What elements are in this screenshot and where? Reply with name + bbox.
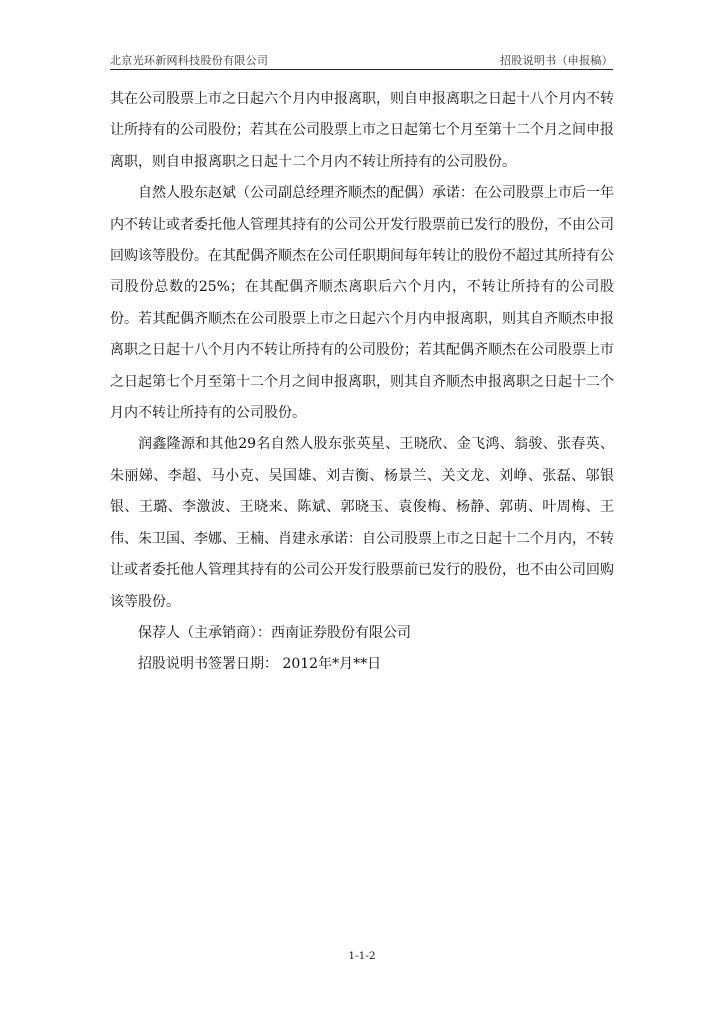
page-header [110,52,613,68]
page-number: 1-1-2 [348,950,376,962]
header-document-type: 招股说明书（申报稿） [500,54,613,67]
header-company-name: 北京光环新网科技股份有限公司 [110,54,269,67]
paragraph-lockup-continuation: 其在公司股票上市之日起六个月内申报离职，则自申报离职之日起十八个月内不转让所持有的公司股份；若其在公司股票上市之日起第七个月至第十二个月之间申报离职，则自申报离职之日起十二个月内不转让所持有的公司股份。 [110,91,614,170]
page-footer [0,950,724,962]
paragraph-zhaobin-commitment: 自然人股东赵斌（公司副总经理齐顺杰的配偶）承诺：在公司股票上市后一年内不转让或者委托他人管理其持有的公司公开发行股票前已发行的股份，不由公司回购该等股份。在其配偶齐顺杰在公司任职期间每年转让的股份不超过其所持有公司股份总数的25%；在其配偶齐顺杰离职后六个月内，不转让所持有的公司股份。若其配偶齐顺杰在公司股票上市之日起六个月内申报离职，则其自齐顺杰申报离职之日起十八个月内不转让所持有的公司股份；若其配偶齐顺杰在公司股票上市之日起第七个月至第十二个月之间申报离职，则其自齐顺杰申报离职之日起十二个月内不转让所持有的公司股份。 [110,185,614,422]
paragraph-shareholders-commitment: 润鑫隆源和其他29名自然人股东张英星、王晓欣、金飞鸿、翁骏、张春英、朱丽娣、李超、马小克、吴国雄、刘吉衡、杨景兰、关文龙、刘峥、张磊、邬银银、王璐、李激波、王晓来、陈斌、郭晓玉、袁俊梅、杨静、郭萌、叶周梅、王伟、朱卫国、李娜、王楠、肖建永承诺：自公司股票上市之日起十二个月内，不转让或者委托他人管理其持有的公司公开发行股票前已发行的股份，也不由公司回购该等股份。 [110,436,614,610]
signing-date-line: 招股说明书签署日期： 2012年*月**日 [138,656,382,673]
sponsor-line: 保荐人（主承销商）：西南证券股份有限公司 [138,624,411,641]
document-body [110,84,614,681]
header-divider [110,69,613,70]
